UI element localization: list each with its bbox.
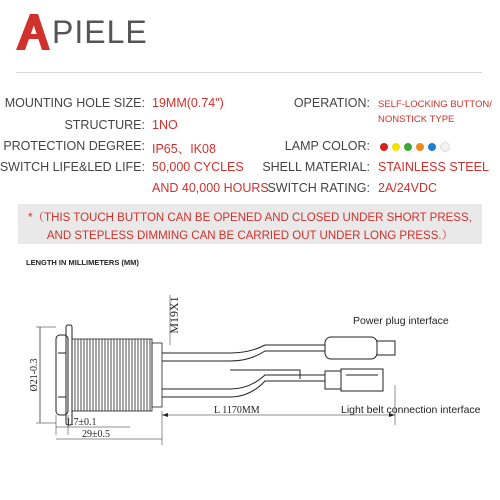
light-belt-connector xyxy=(325,369,383,391)
spec-value-mounting: 19MM(0.74") xyxy=(152,96,224,110)
cable-bundle xyxy=(162,345,325,397)
spec-value-life-2: AND 40,000 HOURS xyxy=(152,181,269,195)
spec-label-mounting: MOUNTING HOLE SIZE: xyxy=(4,96,145,110)
lamp-color-dot-3 xyxy=(416,143,424,151)
spec-label-structure: STRUCTURE: xyxy=(64,118,145,132)
lamp-color-dot-0 xyxy=(380,143,388,151)
note-line-1: *（THIS TOUCH BUTTON CAN BE OPENED AND CLOSED UNDER SHORT PRESS, xyxy=(28,212,472,224)
brand-logo xyxy=(16,12,148,52)
length-title: LENGTH IN MILLIMETERS (MM) xyxy=(26,258,139,267)
diameter-label: Ø21-0.3 xyxy=(29,358,40,392)
spec-label-shell: SHELL MATERIAL: xyxy=(262,160,370,174)
spec-label-protection: PROTECTION DEGREE: xyxy=(3,139,145,153)
lamp-color-dot-1 xyxy=(392,143,400,151)
lamp-color-dot-2 xyxy=(404,143,412,151)
lamp-color-dot-5 xyxy=(440,142,450,152)
power-plug-label: Power plug interface xyxy=(353,315,449,327)
spec-label-lamp-color: LAMP COLOR: xyxy=(284,139,370,153)
spec-label-rating: SWITCH RATING: xyxy=(267,181,370,195)
brand-name: PIELE xyxy=(52,14,148,50)
light-belt-label: Light belt connection interface xyxy=(341,404,481,416)
flange-dim-label: 1.7±0.1 xyxy=(66,417,97,428)
spec-value-protection: IP65、IK08 xyxy=(152,142,216,156)
lamp-color-swatches xyxy=(380,142,450,152)
threaded-body xyxy=(72,339,162,411)
switch-nut xyxy=(56,325,72,425)
spec-value-rating: 2A/24VDC xyxy=(378,181,438,195)
touch-note-box xyxy=(18,204,482,244)
spec-label-operation: OPERATION: xyxy=(293,96,370,110)
spec-value-life: 50,000 CYCLES xyxy=(152,160,244,174)
body-dim-label: 29±0.5 xyxy=(82,429,110,440)
spec-value-structure: 1NO xyxy=(152,118,178,132)
logo-mark-icon xyxy=(16,14,50,50)
spec-value-operation: SELF-LOCKING BUTTON/ xyxy=(378,99,492,110)
spec-label-life: SWITCH LIFE&LED LIFE: xyxy=(0,160,145,174)
cable-length-label: L 1170MM xyxy=(214,405,260,416)
power-plug xyxy=(325,337,395,359)
thread-label: M19X1 xyxy=(167,296,181,334)
technical-drawing xyxy=(0,275,500,500)
spec-value-operation-2: NONSTICK TYPE xyxy=(378,114,455,125)
header-divider xyxy=(16,72,482,73)
note-line-2: AND STEPLESS DIMMING CAN BE CARRIED OUT UNDER LONG PRESS.） xyxy=(46,230,454,242)
lamp-color-dot-4 xyxy=(428,143,436,151)
spec-value-shell: STAINLESS STEEL xyxy=(378,160,489,174)
